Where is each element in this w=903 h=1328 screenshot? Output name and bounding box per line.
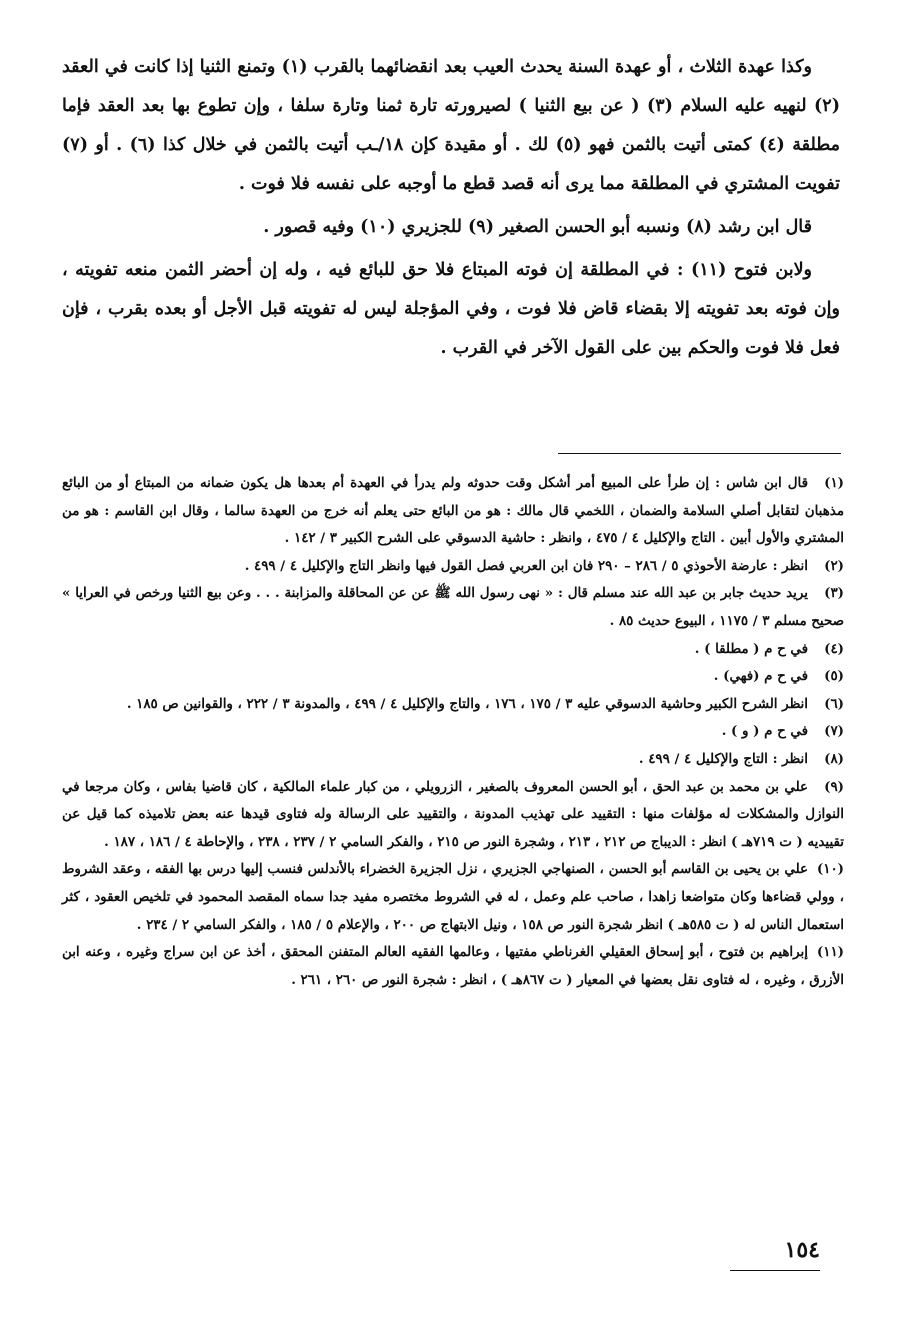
- footnote-number: (١١): [816, 944, 844, 961]
- footnote-text: في ح م ( و ) .: [721, 723, 808, 740]
- footnote-number: (١٠): [816, 861, 844, 878]
- footnote-text: قال ابن شاس : إن طرأ على المبيع أمر أشكل وقت حدوثه ولم يدرأ في العهدة أم بعدها هل يكون ضمانه من المبتاع أو من البائع مذهبان لتقابل أصلي السلامة والضمان ، اللخمي قال مالك : هو من البائع حتى يعلم أنه خرج من العهدة سالما ، وقال ابن القاسم : هو من المشتري والأول أبين . التاج والإكليل ٤ / ٤٧٥ ، وانظر : حاشية الدسوقي على الشرح الكبير ٣ / ١٤٢ .: [62, 475, 844, 547]
- footnote-separator: [558, 453, 841, 454]
- footnote-text: انظر : التاج والإكليل ٤ / ٤٩٩ .: [638, 750, 808, 767]
- footnote-text: علي بن يحيى بن القاسم أبو الحسن ، الصنهاجي الجزيري ، نزل الجزيرة الخضراء بالأندلس فنسب إليها درس بها الفقه ، وعقد الشروط ، وولي قضاءها وكان متواضعا زاهدا ، صاحب علم وعمل ، له في الشروط مختصره مفيد جدا سماه المقصد المحمود في تلخيص العقود ، كثر استعمال الناس له ( ت ٥٨٥هـ ) انظر شجرة النور ص ١٥٨ ، ونيل الابتهاج ص ٢٠٠ ، والإعلام ٥ / ١٨٥ ، والفكر السامي ٢ / ٢٣٤ .: [62, 861, 844, 933]
- footnote-3: [62, 580, 844, 635]
- footnote-8: [62, 746, 844, 774]
- page-number: ١٥٤: [784, 1237, 820, 1263]
- footnote-5: [62, 663, 844, 691]
- footnote-text: انظر الشرح الكبير وحاشية الدسوقي عليه ٣ / ١٧٥ ، ١٧٦ ، والتاج والإكليل ٤ / ٤٩٩ ، والمدونة ٣ / ٢٢٢ ، والقوانين ص ١٨٥ .: [126, 695, 808, 712]
- footnote-4: [62, 636, 844, 664]
- footnote-7: [62, 718, 844, 746]
- footnote-text: علي بن محمد بن عبد الحق ، أبو الحسن المعروف بالصغير ، الزرويلي ، من كبار علماء المالكية ، كان قاضيا بفاس ، وكان مرجعا في النوازل والمشكلات له مؤلفات منها : التقييد على تهذيب المدونة ، والتقييد على الرسالة وله فتاوى قيدها عنه بعض تلاميذه كما قيل عن تقييديه ( ت ٧١٩هـ ) انظر : الديباج ص ٢١٢ ، ٢١٣ ، وشجرة النور ص ٢١٥ ، والفكر السامي ٢ / ٢٣٧ ، ٢٣٨ ، والإحاطة ٤ / ١٨٦ ، ١٨٧ .: [62, 778, 844, 850]
- footnote-number: (٤): [824, 640, 844, 657]
- footnote-9: [62, 774, 844, 857]
- main-paragraph-1: وكذا عهدة الثلاث ، أو عهدة السنة يحدث العيب بعد انقضائهما بالقرب (١) وتمنع الثنيا إذا كانت في العقد (٢) لنهيه عليه السلام (٣) ( عن بيع الثنيا ) لصيرورته تارة ثمنا وتارة سلفا ، وإن تطوع بها بعد العقد فإما مطلقة (٤) كمتى أتيت بالثمن فهو (٥) لك . أو مقيدة كإن ١٨/ـب أتيت بالثمن في خلال كذا (٦) . أو (٧) تفويت المشتري في المطلقة مما يرى أنه قصد قطع ما أوجبه على نفسه فلا فوت .: [62, 57, 840, 194]
- main-paragraph-2: قال ابن رشد (٨) ونسبه أبو الحسن الصغير (٩) للجزيري (١٠) وفيه قصور .: [263, 217, 812, 237]
- footnote-text: انظر : عارضة الأحوذي ٥ / ٢٨٦ – ٢٩٠ فان ابن العربي فصل القول فيها وانظر التاج والإكليل ٤ / ٤٩٩ .: [244, 557, 808, 574]
- footnote-number: (١): [824, 475, 844, 491]
- footnote-6: [62, 691, 844, 719]
- main-paragraph-3: ولابن فتوح (١١) : في المطلقة إن فوته المبتاع فلا حق للبائع فيه ، وله إن أحضر الثمن منعه تفويته ، وإن فوته بعد تفويته إلا بقضاء قاض فلا فوت ، وفي المؤجلة ليس له تفويته قبل الأجل أو بعده بقرب ، فإن فعل فلا فوت والحكم بين على القول الآخر في القرب .: [62, 260, 840, 358]
- footnote-number: (٦): [824, 695, 844, 712]
- footnote-2: [62, 553, 844, 581]
- footnote-text: في ح م ( مطلقا ) .: [694, 640, 808, 657]
- page-number-rule: [730, 1270, 820, 1271]
- footnote-number: (٣): [824, 585, 844, 602]
- footnote-number: (٧): [824, 723, 844, 740]
- footnote-number: (٨): [824, 750, 844, 767]
- footnote-text: في ح م (فهي) .: [713, 668, 808, 685]
- footnote-11: [62, 939, 844, 994]
- footnote-10: [62, 856, 844, 939]
- footnote-number: (٩): [824, 778, 844, 795]
- footnote-number: (٢): [824, 557, 844, 574]
- footnote-text: إبراهيم بن فتوح ، أبو إسحاق العقيلي الغرناطي مفتيها ، وعالمها الفقيه العالم المتفنن المحقق ، أخذ عن ابن سراج وغيره ، وعنه ابن الأزرق ، وغيره ، له فتاوى نقل بعضها في المعيار ( ت ٨٦٧هـ ) ، انظر : شجرة النور ص ٢٦٠ ، ٢٦١ .: [62, 944, 844, 988]
- footnote-text: يريد حديث جابر بن عبد الله عند مسلم قال : « نهى رسول الله ﷺ عن عن المحاقلة والمزابنة . . . وعن بيع الثنيا ورخص في العرايا » صحيح مسلم ٣ / ١١٧٥ ، البيوع حديث ٨٥ .: [62, 585, 844, 629]
- footnote-number: (٥): [824, 668, 844, 685]
- main-text: [62, 48, 840, 368]
- footnote-1: [62, 470, 844, 553]
- footnotes: [62, 470, 844, 994]
